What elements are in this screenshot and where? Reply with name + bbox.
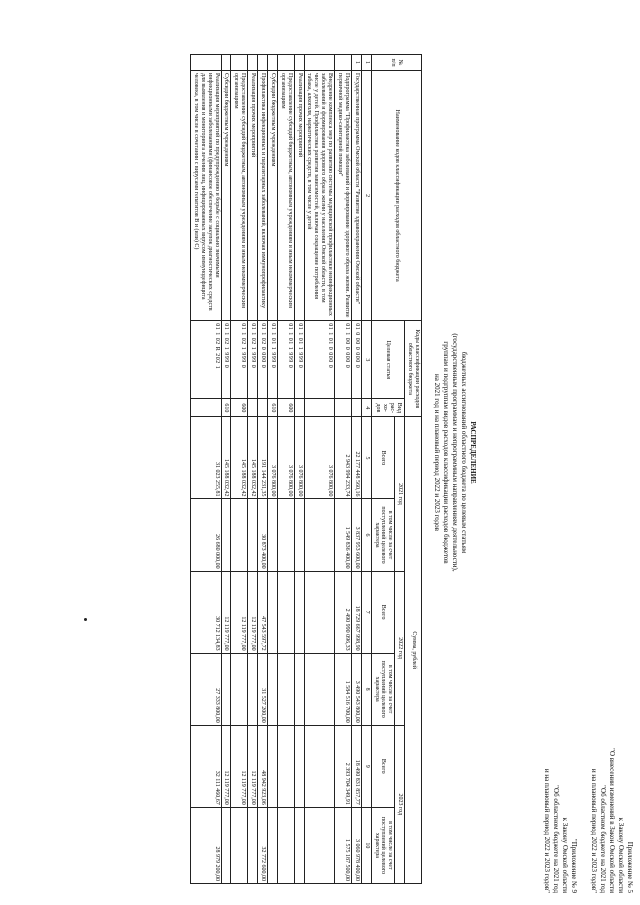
row-target-code: 01 1 02 1 999 0	[231, 321, 248, 399]
row-kind: 610	[267, 399, 277, 417]
doc-subtitle-2: (государственным программам и непрограммным направлениям деятельности),	[451, 333, 459, 572]
row-no	[248, 55, 258, 71]
row-total-2021: 22 177 448 560,16	[351, 417, 361, 499]
colnum: 1	[361, 55, 371, 71]
row-incl-2021: 30 873 400,00	[258, 499, 268, 571]
appendix-new-line-1: Приложение № 5	[626, 841, 634, 893]
header-kind: Вид рас- хо- дов	[371, 399, 405, 417]
row-incl-2021	[221, 499, 231, 571]
row-incl-2022	[231, 653, 248, 725]
header-name: Наименование кодов классификации расходов областного бюджета	[371, 71, 421, 321]
row-total-2021: 2 943 994 233,74	[335, 417, 352, 499]
row-total-2022	[304, 571, 335, 653]
row-incl-2021: 3 837 953 600,00	[351, 499, 361, 571]
row-target-code: 01 1 02 1 999 0	[221, 321, 231, 399]
appendix-old-line-4: и на плановый период 2022 и 2023 годов"	[543, 768, 551, 893]
row-no	[304, 55, 335, 71]
table-row	[294, 55, 304, 884]
row-name: Предоставление субсидий бюджетным, автономным учреждениям и иным некоммерческим организациям	[231, 71, 248, 321]
row-total-2021: 3 076 800,00	[294, 417, 304, 499]
table-row	[351, 55, 361, 884]
row-incl-2022: 27 333 800,00	[190, 653, 221, 725]
row-incl-2022	[221, 653, 231, 725]
row-incl-2023	[277, 807, 294, 883]
row-total-2022: 30 712 134,83	[190, 571, 221, 653]
appendix-new-line-5: и на плановый период 2022 и 2023 годов"	[590, 768, 598, 893]
row-kind	[304, 399, 335, 417]
row-kind: 600	[277, 399, 294, 417]
row-name: Реализация прочих мероприятий	[294, 71, 304, 321]
appendix-old-line-1: "Приложение № 9	[570, 838, 578, 893]
header-2021: 2021 год	[395, 417, 405, 571]
row-no	[335, 55, 352, 71]
colnum: 2	[361, 71, 371, 321]
column-number-row	[361, 55, 371, 884]
colnum: 6	[361, 499, 371, 571]
doc-subtitle-4: на 2021 год и на плановый период 2022 и 2023 годов	[433, 374, 441, 531]
row-total-2023: 2 393 704 349,91	[335, 725, 352, 807]
row-target-code: 01 1 02 R 202 1	[190, 321, 221, 399]
colnum: 5	[361, 417, 371, 499]
row-incl-2023	[267, 807, 277, 883]
table-row	[335, 55, 352, 884]
row-total-2022	[267, 571, 277, 653]
table-row	[258, 55, 268, 884]
appendix-old-line-3: "Об областном бюджете на 2021 год	[552, 785, 560, 893]
row-target-code: 01 1 02 0 000 0	[258, 321, 268, 399]
row-name: Подпрограмма "Профилактика заболеваний и формирование здорового образа жизни. Развитие первичной медико-санитарной помощи"	[335, 71, 352, 321]
row-incl-2021	[304, 499, 335, 571]
row-name: Государственная программа Омской области "Развитие здравоохранения Омской области"	[351, 71, 361, 321]
row-incl-2023	[304, 807, 335, 883]
colnum: 8	[361, 653, 371, 725]
header-total-2021: Всего	[371, 417, 395, 499]
header-codes: Коды классификации расходов областного бюджета	[405, 321, 422, 417]
row-kind	[294, 399, 304, 417]
budget-table	[190, 54, 422, 884]
table-row	[221, 55, 231, 884]
row-incl-2021	[294, 499, 304, 571]
row-total-2022: 12 119 777,00	[231, 571, 248, 653]
header-incl-2022: в том числе за счет поступлений целевого характера	[371, 653, 395, 725]
row-total-2022	[294, 571, 304, 653]
header-sum: Сумма, рублей	[405, 417, 422, 884]
row-total-2023	[304, 725, 335, 807]
row-incl-2023	[294, 807, 304, 883]
row-incl-2022	[248, 653, 258, 725]
row-name: Субсидии бюджетным учреждениям	[221, 71, 231, 321]
appendix-new-line-2: к Закону Омской области	[617, 817, 625, 893]
table-row	[277, 55, 294, 884]
row-total-2021: 3 076 800,00	[267, 417, 277, 499]
row-incl-2023: 3 060 978 400,00	[351, 807, 361, 883]
row-incl-2021	[248, 499, 258, 571]
header-incl-2021: в том числе за счет поступлений целевого характера	[371, 499, 395, 571]
row-target-code: 01 1 01 1 999 0	[267, 321, 277, 399]
row-total-2023: 12 119 777,00	[248, 725, 258, 807]
row-no	[190, 55, 221, 71]
row-incl-2022	[277, 653, 294, 725]
row-total-2022: 47 543 597,72	[258, 571, 268, 653]
doc-title: РАСПРЕДЕЛЕНИЕ	[469, 421, 477, 484]
row-incl-2023	[221, 807, 231, 883]
colnum: 9	[361, 725, 371, 807]
row-incl-2023	[231, 807, 248, 883]
row-kind	[335, 399, 352, 417]
row-total-2023	[294, 725, 304, 807]
row-kind	[190, 399, 221, 417]
row-total-2022: 2 490 990 096,33	[335, 571, 352, 653]
header-target: Целевая статья	[371, 321, 405, 399]
appendix-old-line-2: к Закону Омской области	[561, 817, 569, 893]
row-kind: 610	[221, 399, 231, 417]
row-incl-2023	[248, 807, 258, 883]
row-total-2021: 3 076 800,00	[304, 417, 335, 499]
header-no: № п/п	[371, 55, 421, 71]
row-total-2022: 18 729 667 998,90	[351, 571, 361, 653]
row-incl-2023: 28 979 200,00	[190, 807, 221, 883]
row-total-2021: 145 188 032,42	[231, 417, 248, 499]
row-incl-2021	[277, 499, 294, 571]
row-total-2023: 12 119 777,00	[231, 725, 248, 807]
row-name: Внедрение комплекса мер по развитию системы медицинской профилактики неинфекционных заболеваний и формирования здорового образа жизни у населения Омской области, в том числе у детей. Профилактика развития зависимостей, включая сокращение потребления табака, алкоголя, наркотических средств, в том числе у детей	[304, 71, 335, 321]
colnum: 10	[361, 807, 371, 883]
table-row	[267, 55, 277, 884]
row-no	[267, 55, 277, 71]
appendix-new-line-3: "О внесении изменений в Закон Омской области	[608, 748, 616, 893]
row-total-2022: 12 119 777,00	[221, 571, 231, 653]
row-total-2021: 31 023 255,81	[190, 417, 221, 499]
colnum: 7	[361, 571, 371, 653]
row-target-code: 01 1 01 1 999 0	[294, 321, 304, 399]
row-total-2023: 32 111 460,67	[190, 725, 221, 807]
row-target-code: 01 1 02 1 999 0	[248, 321, 258, 399]
row-total-2021: 3 076 800,00	[277, 417, 294, 499]
header-total-2023: Всего	[371, 725, 395, 807]
header-total-2022: Всего	[371, 571, 395, 653]
row-kind	[351, 399, 361, 417]
table-body	[190, 55, 361, 884]
row-no	[221, 55, 231, 71]
row-total-2021: 191 144 231,35	[258, 417, 268, 499]
row-incl-2022	[304, 653, 335, 725]
table-row	[231, 55, 248, 884]
row-incl-2023: 1 575 187 500,00	[335, 807, 352, 883]
row-kind	[248, 399, 258, 417]
row-total-2023: 48 942 923,06	[258, 725, 268, 807]
colnum: 4	[361, 399, 371, 417]
row-incl-2022	[294, 653, 304, 725]
row-kind: 600	[231, 399, 248, 417]
row-total-2023	[277, 725, 294, 807]
row-name: Реализация мероприятий по предупреждению и борьбе с социально значимыми инфекционными заболеваниями (финансовое обеспечение закупок диагностических средств для выявления и мониторинга лечения лиц, инфицированных вирусом иммунодефицита человека, в том числе в сочетании с вирусами гепатитов B и (или) C)	[190, 71, 221, 321]
row-total-2021: 145 188 032,42	[248, 417, 258, 499]
row-incl-2022	[267, 653, 277, 725]
table-row	[248, 55, 258, 884]
row-no: 1	[351, 55, 361, 71]
row-no	[277, 55, 294, 71]
row-name: Реализация прочих мероприятий	[248, 71, 258, 321]
row-incl-2022: 1 584 516 700,00	[335, 653, 352, 725]
row-name: Профилактика инфекционных и паразитарных заболеваний, включая иммунопрофилактику	[258, 71, 268, 321]
row-incl-2022: 31 527 200,00	[258, 653, 268, 725]
header-2022: 2022 год	[395, 571, 405, 725]
row-total-2023: 18 490 831 857,77	[351, 725, 361, 807]
header-2023: 2023 год	[395, 725, 405, 883]
row-total-2023: 12 119 777,00	[221, 725, 231, 807]
row-incl-2022: 3 490 543 800,00	[351, 653, 361, 725]
table-row	[190, 55, 221, 884]
table-row	[304, 55, 335, 884]
row-incl-2021: 26 680 000,00	[190, 499, 221, 571]
row-target-code: 01 1 01 1 999 0	[277, 321, 294, 399]
row-name: Субсидии бюджетным учреждениям	[267, 71, 277, 321]
row-target-code: 01 1 01 0 000 0	[304, 321, 335, 399]
row-total-2022: 12 119 777,00	[248, 571, 258, 653]
row-target-code: 01 0 00 0 000 0	[351, 321, 361, 399]
row-total-2021: 145 188 032,42	[221, 417, 231, 499]
row-name: Предоставление субсидий бюджетным, автономным учреждениям и иным некоммерческим организациям	[277, 71, 294, 321]
header-incl-2023: в том числе за счет поступлений целевого характера	[371, 807, 395, 883]
row-incl-2021: 1 549 836 400,00	[335, 499, 352, 571]
row-target-code: 01 1 00 0 000 0	[335, 321, 352, 399]
row-incl-2021	[267, 499, 277, 571]
doc-subtitle-3: группам и подгруппам видов расходов классификации расходов бюджетов	[442, 341, 450, 564]
row-incl-2023: 32 772 600,00	[258, 807, 268, 883]
row-total-2022	[277, 571, 294, 653]
row-no	[231, 55, 248, 71]
colnum: 3	[361, 321, 371, 399]
row-no	[258, 55, 268, 71]
row-incl-2021	[231, 499, 248, 571]
doc-subtitle-1: бюджетных ассигнований областного бюджета по целевым статьям	[460, 351, 468, 554]
row-kind	[258, 399, 268, 417]
row-no	[294, 55, 304, 71]
appendix-new-line-4: "Об областном бюджете на 2021 год	[599, 785, 607, 893]
row-total-2023	[267, 725, 277, 807]
